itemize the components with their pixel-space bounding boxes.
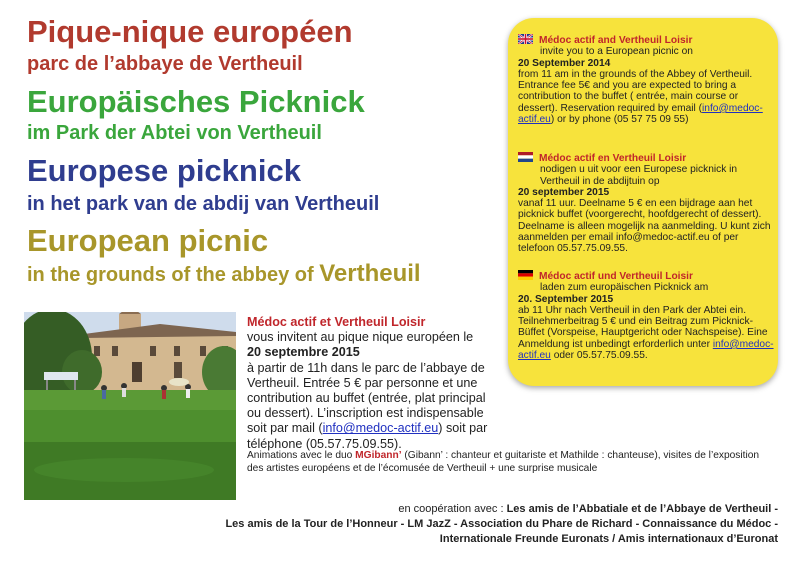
dutch-section <box>518 152 774 255</box>
footer-line1 <box>398 502 778 517</box>
animations-duo: MGibann’ <box>355 450 402 461</box>
dutch-line1: nodigen u uit voor een Europese picknick in Vertheuil in de abdijtuin op <box>540 164 738 187</box>
english-subtitle-lead: in the grounds of the abbey of <box>27 264 320 286</box>
english-body-tail: ) or by phone (05 57 75 09 55) <box>550 114 689 126</box>
animations-text <box>247 450 777 475</box>
footer-line2 <box>225 517 778 532</box>
french-body <box>247 361 492 452</box>
german-org: Médoc actif und Vertheuil Loisir <box>539 271 693 282</box>
english-email-link[interactable]: info@medoc-actif.eu <box>518 102 763 126</box>
german-email-link[interactable]: info@medoc-actif.eu <box>518 338 774 362</box>
footer-partners-1: Les amis de l’Abbatiale et de l’Abbaye de Vertheuil - <box>506 503 778 515</box>
french-section <box>247 315 767 452</box>
french-body-tail: ) soit par téléphone (05.57.75.09.55). <box>247 421 488 451</box>
animations-rest: (Gibann’ : chanteur et guitariste et Mathilde : chanteuse), visites de l’exposition des artistes européens et de l’écomusée de Vertheuil + une surprise musicale <box>247 450 760 474</box>
german-body-tail: oder 05.57.75.09.55. <box>550 350 648 362</box>
footer-line3 <box>440 532 778 547</box>
netherlands-flag-icon <box>518 152 533 162</box>
french-line1: vous invitent au pique nique européen le <box>247 330 474 345</box>
french-date: 20 septembre 2015 <box>247 345 360 360</box>
german-subtitle: im Park der Abtei von Vertheuil <box>27 122 322 144</box>
germany-flag-icon <box>518 270 533 280</box>
german-title: Europäisches Picknick <box>27 84 365 119</box>
animations-lead: Animations avec le duo <box>247 450 356 461</box>
footer-partners-2: Les amis de la Tour de l’Honneur - LM JazZ - Association du Phare de Richard - Connaissance du Médoc - <box>225 518 778 530</box>
german-line1: laden zum europäischen Picknick am <box>540 282 709 294</box>
dutch-date: 20 september 2015 <box>518 186 610 198</box>
english-body <box>518 69 774 125</box>
french-email-link[interactable]: info@medoc-actif.eu <box>322 421 439 436</box>
french-body-text: à partir de 11h dans le parc de l’abbaye de Vertheuil. Entrée 5 € par personne et une contribution au buffet (entrée, plat principal ou dessert). L’inscription est indispensable soit par mail ( <box>247 360 486 436</box>
french-org: Médoc actif et Vertheuil Loisir <box>247 315 426 329</box>
english-title: European picnic <box>27 223 269 258</box>
english-subtitle <box>27 262 421 286</box>
dutch-subtitle: in het park van de abdij van Vertheuil <box>27 193 380 215</box>
english-section <box>518 34 774 125</box>
french-title: Pique-nique européen <box>27 14 353 49</box>
dutch-body: vanaf 11 uur. Deelname 5 € en een bijdrage aan het picknick buffet (voorgerecht, hoofdgerecht of dessert). Deelname is alleen mogelijk na aanmelding. U kunt zich aanmelden per email info@medoc-actif.eu of per telefoon 05.57.75.09.55. <box>518 198 771 255</box>
german-body-text: ab 11 Uhr nach Vertheuil in den Park der Abtei ein. Teilnehmerbeitrag 5 € und ein Beitrag zum Picknick-Büffet (Vorspeise, Hauptgericht oder Nachspeise). Eine Anmeldung ist unbedingt erforderlich unter <box>518 304 768 350</box>
abbey-photo <box>24 312 236 500</box>
german-date: 20. September 2015 <box>518 293 614 305</box>
footer-partners-3: Internationale Freunde Euronats / Amis internationaux d’Euronat <box>439 533 778 545</box>
dutch-org: Médoc actif en Vertheuil Loisir <box>539 153 687 164</box>
english-date: 20 September 2014 <box>518 57 611 69</box>
dutch-title: Europese picknick <box>27 153 301 188</box>
english-subtitle-place: Vertheuil <box>319 260 421 287</box>
english-body-text: from 11 am in the grounds of the Abbey of Vertheuil. Entrance fee 5€ and you are expected to bring a contribution to the buffet ( entrée, main course or dessert). Reservation required by email ( <box>518 68 753 114</box>
english-line1: invite you to a European picnic on <box>540 46 693 58</box>
uk-flag-icon <box>518 34 533 44</box>
footer-lead: en coopération avec : <box>398 503 507 515</box>
english-org: Médoc actif and Vertheuil Loisir <box>539 35 693 46</box>
french-subtitle: parc de l’abbaye de Vertheuil <box>27 53 303 75</box>
